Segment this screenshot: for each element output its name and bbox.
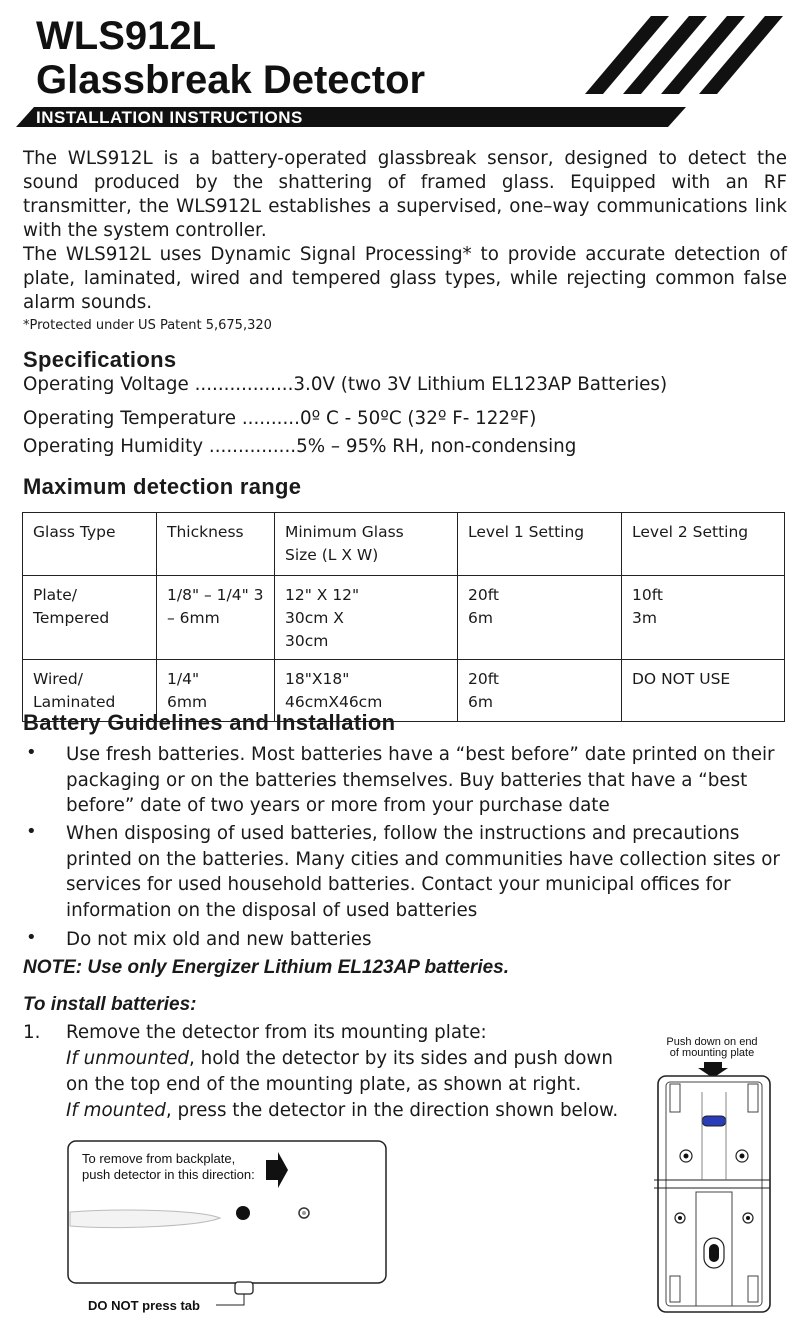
tab-warning-label: DO NOT press tab <box>88 1298 200 1313</box>
table-cell: 10ft 3m <box>622 576 785 660</box>
table-header-cell: Minimum Glass Size (L X W) <box>275 513 458 576</box>
table-header-cell: Level 1 Setting <box>458 513 622 576</box>
screw-hole-center-icon <box>746 1216 750 1220</box>
title-model: WLS912L <box>36 14 217 58</box>
spec-value: 0º C - 50ºC (32º F- 122ºF) <box>299 408 537 429</box>
bullet-item: Use fresh batteries. Most batteries have a “best before” date printed on their packaging or on the batteries themselves. Buy batteries that have a “best before” date of two years or more from your purchase date <box>66 744 775 816</box>
ring-center-icon <box>302 1211 306 1215</box>
bullet-item: Do not mix old and new batteries <box>66 929 372 950</box>
table-header-cell: Glass Type <box>23 513 157 576</box>
table-cell: 18"X18" 46cmX46cm <box>275 660 458 722</box>
table-header-cell: Thickness <box>157 513 275 576</box>
spec-value: 3.0V (two 3V Lithium EL123AP Batteries) <box>293 374 668 395</box>
plate-label-line2: of mounting plate <box>669 1047 755 1059</box>
table-cell: 20ft 6m <box>458 576 622 660</box>
bullet-marker: • <box>26 927 37 948</box>
specifications-heading: Specifications <box>23 347 177 372</box>
mounting-plate-figure <box>640 1032 790 1322</box>
intro-paragraph-1: The WLS912L is a battery-operated glassbreak sensor, designed to detect the sound produced by the shattering of framed glass. Equipped with an RF transmitter, the WLS912L establishes a supervised, one–way communications link with the system controller. <box>23 148 787 241</box>
led-icon <box>702 1116 726 1126</box>
document-title <box>36 14 425 102</box>
step-mounted <box>66 1098 618 1124</box>
table-header-row <box>23 513 785 576</box>
spec-row <box>23 436 576 457</box>
screw-hole-center-icon <box>678 1216 682 1220</box>
spec-label: Operating Temperature .......... <box>23 408 300 429</box>
leader-line <box>216 1294 244 1305</box>
spec-value: 5% – 95% RH, non-condensing <box>296 436 577 457</box>
table-cell: Plate/ Tempered <box>23 576 157 660</box>
keyhole-center-icon <box>709 1244 719 1262</box>
decorative-stripes <box>585 16 785 96</box>
battery-note: NOTE: Use only Energizer Lithium EL123AP batteries. <box>23 957 510 978</box>
figure-label-line1: To remove from backplate, <box>82 1151 236 1166</box>
spec-row <box>23 374 667 395</box>
plate-label-line1: Push down on end <box>666 1036 758 1048</box>
banner-label: INSTALLATION INSTRUCTIONS <box>36 108 303 127</box>
intro-paragraph-2: The WLS912L uses Dynamic Signal Processing* to provide accurate detection of plate, laminated, wired and tempered glass types, while rejecting common false alarm sounds. <box>23 244 787 313</box>
patent-note: *Protected under US Patent 5,675,320 <box>23 318 272 333</box>
bullet-marker: • <box>26 742 37 763</box>
table-header-cell: Level 2 Setting <box>622 513 785 576</box>
title-product: Glassbreak Detector <box>36 58 426 102</box>
table-cell: DO NOT USE <box>622 660 785 722</box>
unmounted-text: , hold the detector by its sides and push down <box>189 1048 613 1069</box>
detection-range-table <box>22 512 785 722</box>
table-cell: 1/4" 6mm <box>157 660 275 722</box>
screw-hole-center-icon <box>684 1154 689 1159</box>
table-cell: 20ft 6m <box>458 660 622 722</box>
spec-label: Operating Voltage ................. <box>23 374 294 395</box>
bullet-marker: • <box>26 821 37 842</box>
detector-removal-figure <box>60 1138 400 1318</box>
step-number: 1. <box>23 1022 41 1043</box>
emphasis-unmounted: If unmounted <box>66 1048 189 1069</box>
table-row <box>23 576 785 660</box>
step-unmounted-continued: on the top end of the mounting plate, as shown at right. <box>66 1074 582 1095</box>
screw-hole-center-icon <box>740 1154 745 1159</box>
bullet-item: When disposing of used batteries, follow the instructions and precautions printed on the batteries. Many cities and communities have collection sites or services for used household batteries. Contact your municipal offices for information on the disposal of used batteries <box>66 823 780 921</box>
step-text: Remove the detector from its mounting plate: <box>66 1022 487 1043</box>
install-heading: To install batteries: <box>23 994 197 1015</box>
step-unmounted <box>66 1046 613 1072</box>
mounted-text: , press the detector in the direction shown below. <box>165 1100 619 1121</box>
battery-heading: Battery Guidelines and Installation <box>23 710 396 735</box>
plate-body <box>658 1076 770 1312</box>
dot-icon <box>236 1206 250 1220</box>
tab-icon <box>235 1282 253 1294</box>
table-cell: 1/8" – 1/4" 3 – 6mm <box>157 576 275 660</box>
spec-label: Operating Humidity ............... <box>23 436 297 457</box>
emphasis-mounted: If mounted <box>66 1100 166 1121</box>
figure-label-line2: push detector in this direction: <box>82 1167 255 1182</box>
spec-row <box>23 408 536 429</box>
detection-range-heading: Maximum detection range <box>23 474 302 499</box>
table-cell: Wired/ Laminated <box>23 660 157 722</box>
table-cell: 12" X 12" 30cm X 30cm <box>275 576 458 660</box>
